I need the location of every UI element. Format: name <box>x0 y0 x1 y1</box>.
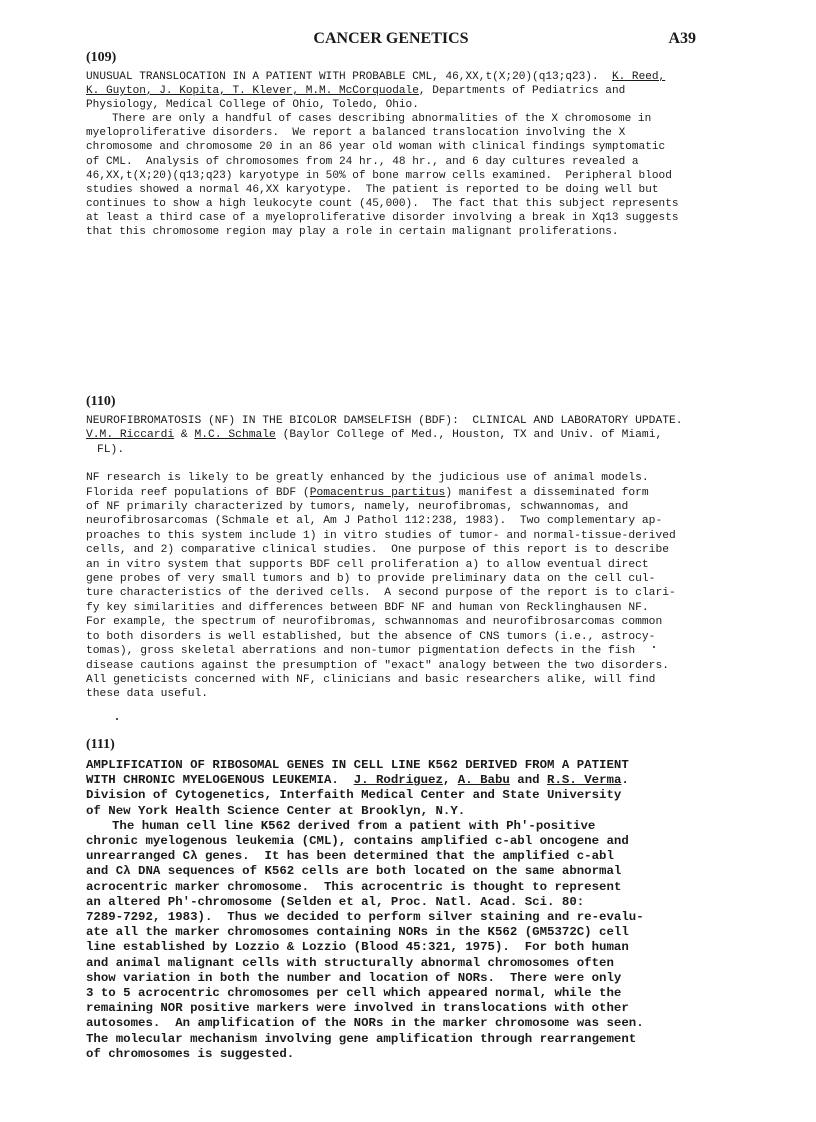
abstract-111-body-line: 7289-7292, 1983). Thus we decided to perform silver staining and re-evalu- <box>86 910 644 925</box>
abstract-110-body-line: fy key similarities and differences between BDF NF and human von Recklinghausen NF. <box>86 601 649 614</box>
abstract-110-body-segment: Florida reef populations of BDF ( <box>86 486 310 499</box>
abstract-111-author-3: R.S. Verma <box>547 773 622 788</box>
abstract-110-authors-line <box>86 428 686 442</box>
abstract-number-110: (110) <box>86 394 116 409</box>
abstract-111-body-line: 3 to 5 acrocentric chromosomes per cell which appeared normal, while the <box>86 986 622 1001</box>
abstract-110-body-line: neurofibrosarcomas (Schmale et al, Am J Pathol 112:238, 1983). Two complementary ap- <box>86 515 663 528</box>
abstract-number-109: (109) <box>86 50 117 65</box>
abstract-109-affiliation-2: Physiology, Medical College of Ohio, Toledo, Ohio. <box>86 99 419 112</box>
abstract-109 <box>86 70 686 239</box>
abstract-111-body-line: an altered Ph'-chromosome (Selden et al, Proc. Natl. Acad. Sci. 80: <box>86 894 585 909</box>
abstract-109-body-line: that this chromosome region may play a role in certain malignant proliferations. <box>86 226 619 239</box>
abstract-111-author-end: . <box>621 773 629 788</box>
print-speck <box>653 646 655 648</box>
abstract-109-title: UNUSUAL TRANSLOCATION IN A PATIENT WITH PROBABLE CML, 46,XX,t(X;20)(q13;q23). <box>86 71 599 83</box>
abstract-109-authors-line <box>86 84 686 98</box>
abstract-110-body-line: these data useful. <box>86 688 209 701</box>
abstract-110-affiliation-2: FL). <box>97 443 125 456</box>
abstract-111-author-1: J. Rodriguez <box>353 773 443 788</box>
abstract-111-body-line: and Cλ DNA sequences of K562 cells are both located on the same abnormal <box>86 864 622 879</box>
abstract-111-body-line: acrocentric marker chromosome. This acrocentric is thought to represent <box>86 879 622 894</box>
abstract-111-title-authors-line <box>86 773 686 788</box>
abstract-109-body-line: chromosome and chromosome 20 in an 86 year old woman with clinical findings symptomatic <box>86 141 666 154</box>
abstract-111-body-line: remaining NOR positive markers were involved in translocations with other <box>86 1001 629 1016</box>
abstract-109-body-line: at least a third case of a myeloproliferative disorder involving a break in Xq13 suggests <box>86 211 679 224</box>
section-title: CANCER GENETICS <box>313 30 469 47</box>
abstract-111-body-line: chronic myelogenous leukemia (CML), contains amplified c-abl oncogene and <box>86 834 629 849</box>
abstract-109-authors: K. Guyton, J. Kopita, T. Klever, M.M. McCorquodale <box>86 85 419 98</box>
abstract-110-body-line: to both disorders is well established, but the absence of CNS tumors (i.e., astrocy- <box>86 630 656 643</box>
abstract-111-body-line: The molecular mechanism involving gene amplification through rearrangement <box>86 1031 637 1046</box>
abstract-110-spacer <box>86 457 686 471</box>
abstract-111 <box>86 758 686 1062</box>
abstract-110-body-line: an in vitro system that supports BDF cell proliferation a) to allow eventual direct <box>86 558 649 571</box>
abstract-109-first-author: K. Reed, <box>611 71 666 83</box>
abstract-111-body-line: ate all the marker chromosomes containing NORs in the K562 (GM5372C) cell <box>86 925 629 940</box>
abstract-110-body-line: gene probes of very small tumors and b) to provide preliminary data on the cell cul- <box>86 573 656 586</box>
abstract-110-title: NEUROFIBROMATOSIS (NF) IN THE BICOLOR DAMSELFISH (BDF): CLINICAL AND LABORATORY UPDATE. <box>86 415 683 427</box>
abstract-110-affiliation-1: (Baylor College of Med., Houston, TX and Univ. of Miami, <box>275 429 663 442</box>
abstract-109-body-line: studies showed a normal 46,XX karyotype. The patient is reported to be doing well but <box>86 183 659 196</box>
abstract-110-author-2: M.C. Schmale <box>194 429 276 442</box>
abstract-110-body-line: All geneticists concerned with NF, clinicians and basic researchers alike, will find <box>86 673 656 686</box>
abstract-111-body-line: of chromosomes is suggested. <box>86 1046 295 1061</box>
abstract-111-body-line: The human cell line K562 derived from a patient with Ph'-positive <box>112 818 596 833</box>
abstract-109-body-line: There are only a handful of cases describing abnormalities of the X chromosome in <box>112 113 652 126</box>
abstract-111-title-2: WITH CHRONIC MYELOGENOUS LEUKEMIA. <box>86 773 339 788</box>
abstract-110-body-line-species <box>86 486 686 500</box>
abstract-110-species-name: Pomacentrus partitus <box>309 486 446 499</box>
abstract-110-body-line: tomas), gross skeletal aberrations and non-tumor pigmentation defects in the fish <box>86 645 636 658</box>
abstract-110-body-line: disease cautions against the presumption of "exact" analogy between the two disorders. <box>86 659 670 672</box>
abstract-110-body-line: NF research is likely to be greatly enhanced by the judicious use of animal models. <box>86 472 649 485</box>
abstract-111-author-sep: and <box>509 773 548 788</box>
abstract-111-affiliation-1: Division of Cytogenetics, Interfaith Medical Center and State University <box>86 788 622 803</box>
abstract-110-body-line: For example, the spectrum of neurofibromas, schwannomas and neurofibrosarcomas common <box>86 616 663 629</box>
abstract-110-author-sep: & <box>174 429 195 442</box>
abstract-111-body-line: line established by Lozzio & Lozzio (Blood 45:321, 1975). For both human <box>86 940 629 955</box>
running-head <box>86 30 696 52</box>
abstract-110-body-line: of NF primarily characterized by tumors, namely, neurofibromas, schwannomas, and <box>86 501 629 514</box>
abstract-111-author-2: A. Babu <box>457 773 510 788</box>
abstract-110-body-line: ture characteristics of the derived cells. A second purpose of the report is to clari- <box>86 587 676 600</box>
abstract-111-body-line: and animal malignant cells with structurally abnormal chromosomes often <box>86 955 614 970</box>
abstract-110-body-segment: ) manifest a disseminated form <box>445 486 649 499</box>
abstract-109-body-line: of CML. Analysis of chromosomes from 24 hr., 48 hr., and 6 day cultures revealed a <box>86 155 639 168</box>
abstract-111-affiliation-2: of New York Health Science Center at Brooklyn, N.Y. <box>86 803 466 818</box>
page-number: A39 <box>668 30 696 47</box>
abstract-number-111: (111) <box>86 737 115 752</box>
abstract-109-title-line <box>86 70 686 84</box>
abstract-111-body-line: show variation in both the number and location of NORs. There were only <box>86 970 622 985</box>
abstract-110 <box>86 414 686 702</box>
abstract-110-body-line: cells, and 2) comparative clinical studies. One purpose of this report is to describe <box>86 544 670 557</box>
abstract-111-author-sep: , <box>442 773 458 788</box>
abstract-109-affiliation-1: , Departments of Pediatrics and <box>418 85 626 98</box>
abstract-109-body-line: continues to show a high leukocyte count (45,000). The fact that this subject represents <box>86 197 679 210</box>
abstract-109-body-line: 46,XX,t(X;20)(q13;q23) karyotype in 50% of bone marrow cells examined. Peripheral blood <box>86 169 672 182</box>
print-speck <box>116 718 118 720</box>
abstract-109-body-line: myeloproliferative disorders. We report a balanced translocation involving the X <box>86 127 626 140</box>
abstract-110-author-1: V.M. Riccardi <box>86 429 175 442</box>
abstract-111-title-1: AMPLIFICATION OF RIBOSOMAL GENES IN CELL LINE K562 DERIVED FROM A PATIENT <box>86 758 629 772</box>
abstract-111-body-line: autosomes. An amplification of the NORs in the marker chromosome was seen. <box>86 1016 644 1031</box>
abstract-111-body-line: unrearranged Cλ genes. It has been determined that the amplified c-abl <box>86 849 614 864</box>
abstract-110-body-line: proaches to this system include 1) in vitro studies of tumor- and normal-tissue-derived <box>86 529 676 542</box>
